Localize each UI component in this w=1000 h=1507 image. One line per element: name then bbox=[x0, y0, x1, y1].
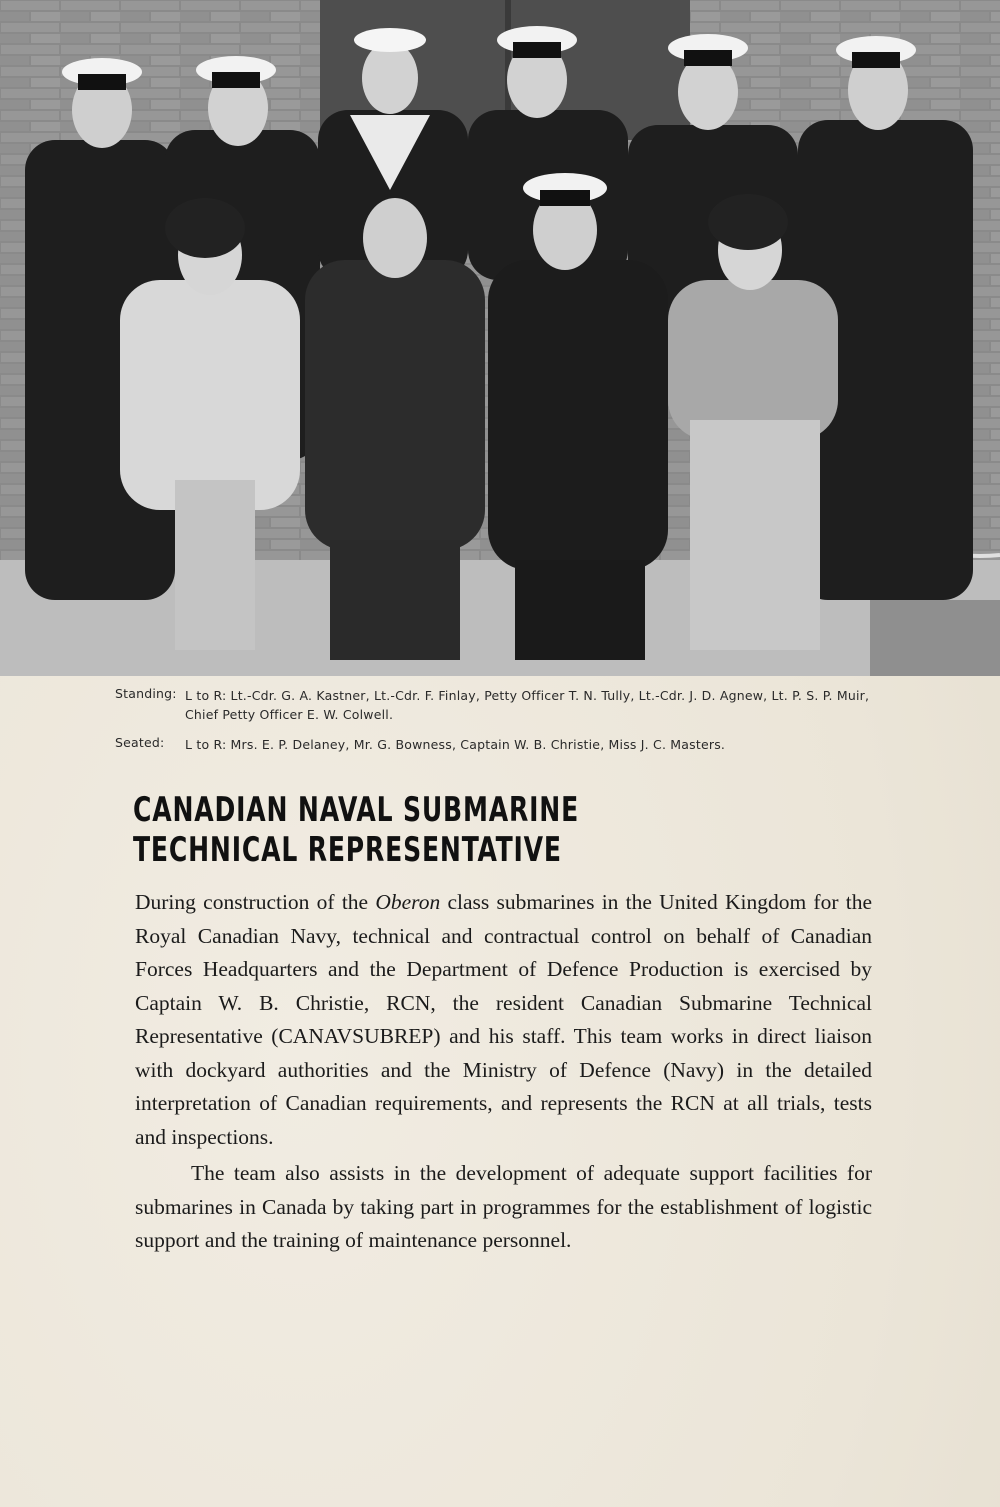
group-photograph bbox=[0, 0, 1000, 676]
p1-start: During construction of the bbox=[135, 890, 376, 914]
seated-caption bbox=[115, 735, 725, 754]
seated-label: Seated: bbox=[115, 735, 165, 750]
seated-names: L to R: Mrs. E. P. Delaney, Mr. G. Bowness, Captain W. B. Christie, Miss J. C. Masters. bbox=[185, 737, 726, 752]
p1-rest: class submarines in the United Kingdom for the Royal Canadian Navy, technical and contractual control on behalf of Canadian Forces Headquarters and the Department of Defence Production is exercised by Captain W. B. Christie, RCN, the resident Canadian Submarine Technical Representative (CANAVSUBREP) and his staff. This team works in direct liaison with dockyard authorities and the Ministry of Defence (Navy) in the detailed interpretation of Canadian requirements, and represents the RCN at all trials, tests and inspections. bbox=[135, 890, 872, 1149]
p1-italic: Oberon bbox=[375, 890, 441, 914]
paragraph-2: The team also assists in the development of adequate support facilities for submarines in Canada by taking part in programmes for the establishment of logistic support and the training of maintenance personnel. bbox=[135, 1161, 872, 1252]
standing-label: Standing: bbox=[115, 686, 177, 701]
standing-caption bbox=[115, 686, 915, 724]
paragraph-1 bbox=[135, 886, 872, 1154]
heading-line-2: TECHNICAL REPRESENTATIVE bbox=[133, 830, 562, 870]
heading-line-1: CANADIAN NAVAL SUBMARINE bbox=[133, 790, 580, 830]
article-body bbox=[135, 886, 872, 1258]
article-heading bbox=[133, 790, 707, 870]
photo-illustration bbox=[0, 0, 1000, 676]
standing-names: L to R: Lt.-Cdr. G. A. Kastner, Lt.-Cdr. F. Finlay, Petty Officer T. N. Tully, Lt.-Cdr. J. D. Agnew, Lt. P. S. P. Muir, Chief Petty Officer E. W. Colwell. bbox=[185, 688, 870, 722]
